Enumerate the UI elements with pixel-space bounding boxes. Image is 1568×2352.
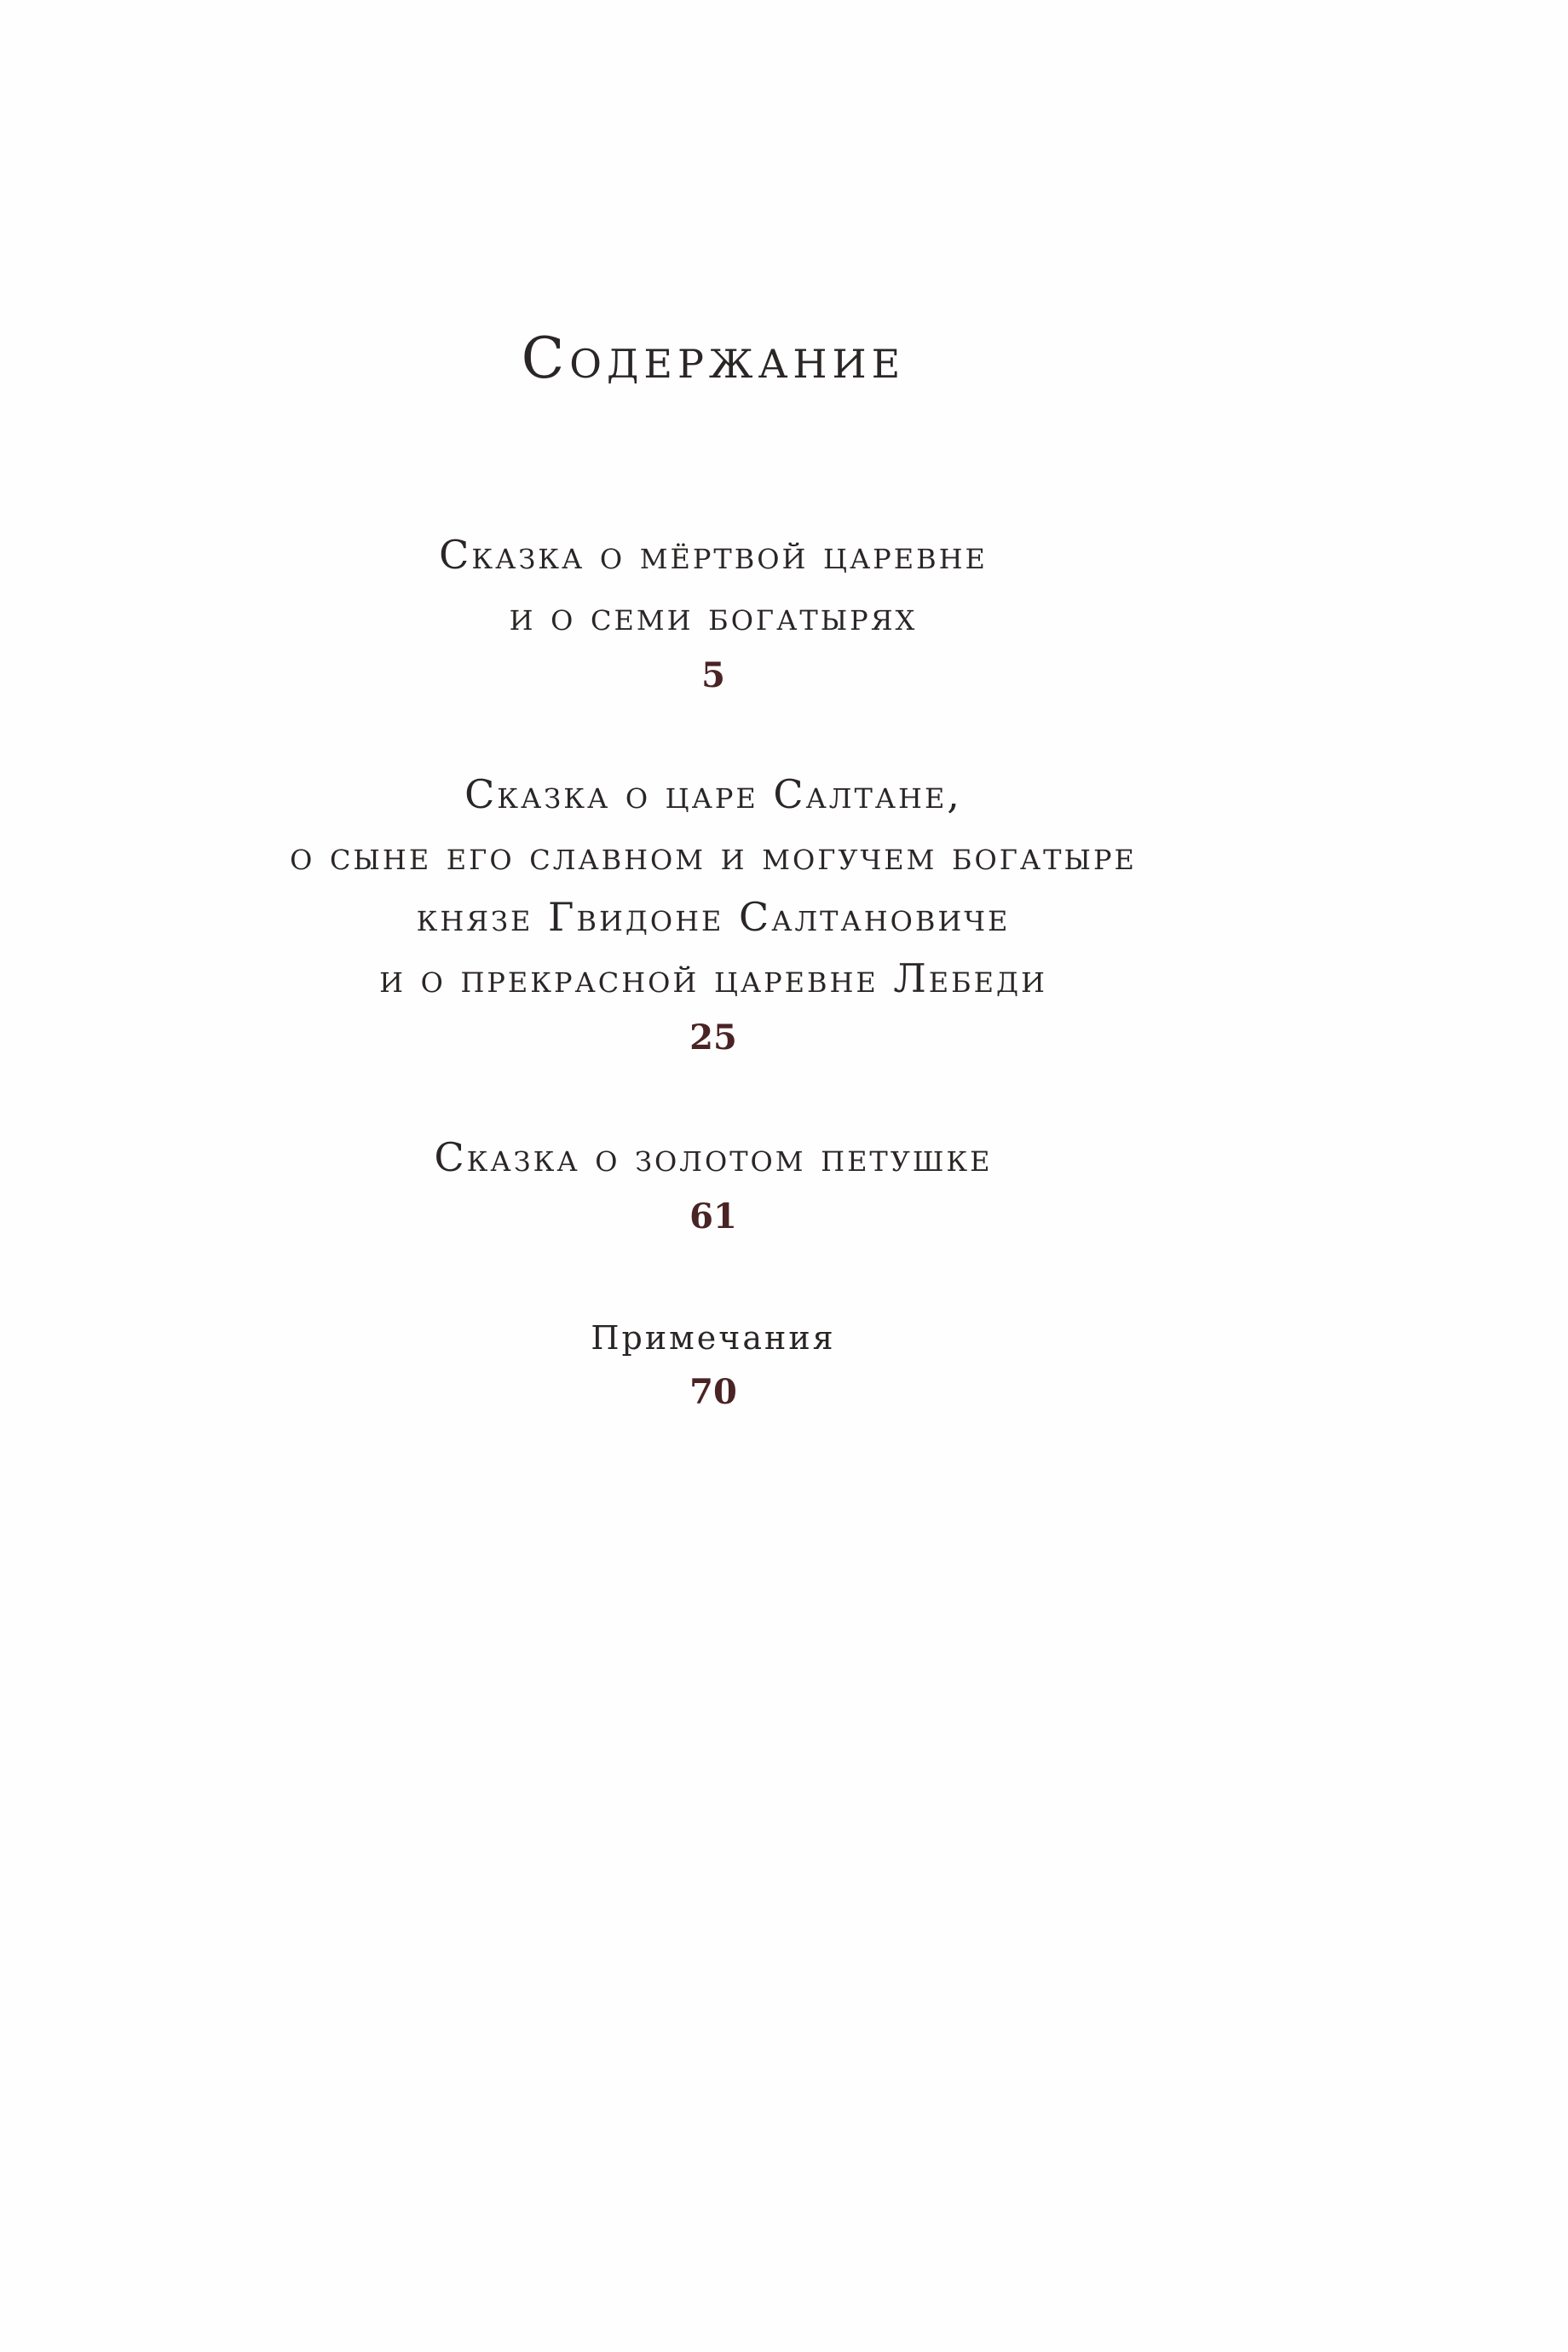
- notes-title: Примечания: [591, 1319, 836, 1357]
- toc-entry-title-line: и о семи богатырях: [509, 593, 918, 639]
- toc-entry[interactable]: [0, 1127, 1427, 1241]
- toc-entry-title-line: Сказка о царе Салтане,: [464, 771, 962, 817]
- toc-entry-page-number: 5: [701, 655, 725, 695]
- toc-entry-title-line: Сказка о мёртвой царевне: [439, 532, 988, 578]
- toc-entry-notes[interactable]: [0, 1312, 1427, 1416]
- toc-entry-page-number: 25: [689, 1017, 737, 1058]
- toc-entry[interactable]: [0, 764, 1427, 1062]
- toc-entry[interactable]: [0, 524, 1427, 700]
- toc-entry-title-line: о сыне его славном и могучем богатыре: [290, 833, 1137, 879]
- contents-heading: Содержание: [521, 326, 906, 391]
- toc-entry-title: [0, 524, 1427, 647]
- toc-entry-title: [0, 764, 1427, 1009]
- toc-entry-title: [0, 1127, 1427, 1188]
- notes-page-number: 70: [689, 1372, 737, 1412]
- toc-entry-page-number: 61: [689, 1196, 737, 1237]
- toc-entry-title-line: и о прекрасной царевне Лебеди: [379, 955, 1047, 1001]
- toc-entry-title-line: князе Гвидоне Салтановиче: [416, 894, 1011, 940]
- toc-entry-title-line: Сказка о золотом петушке: [434, 1134, 993, 1180]
